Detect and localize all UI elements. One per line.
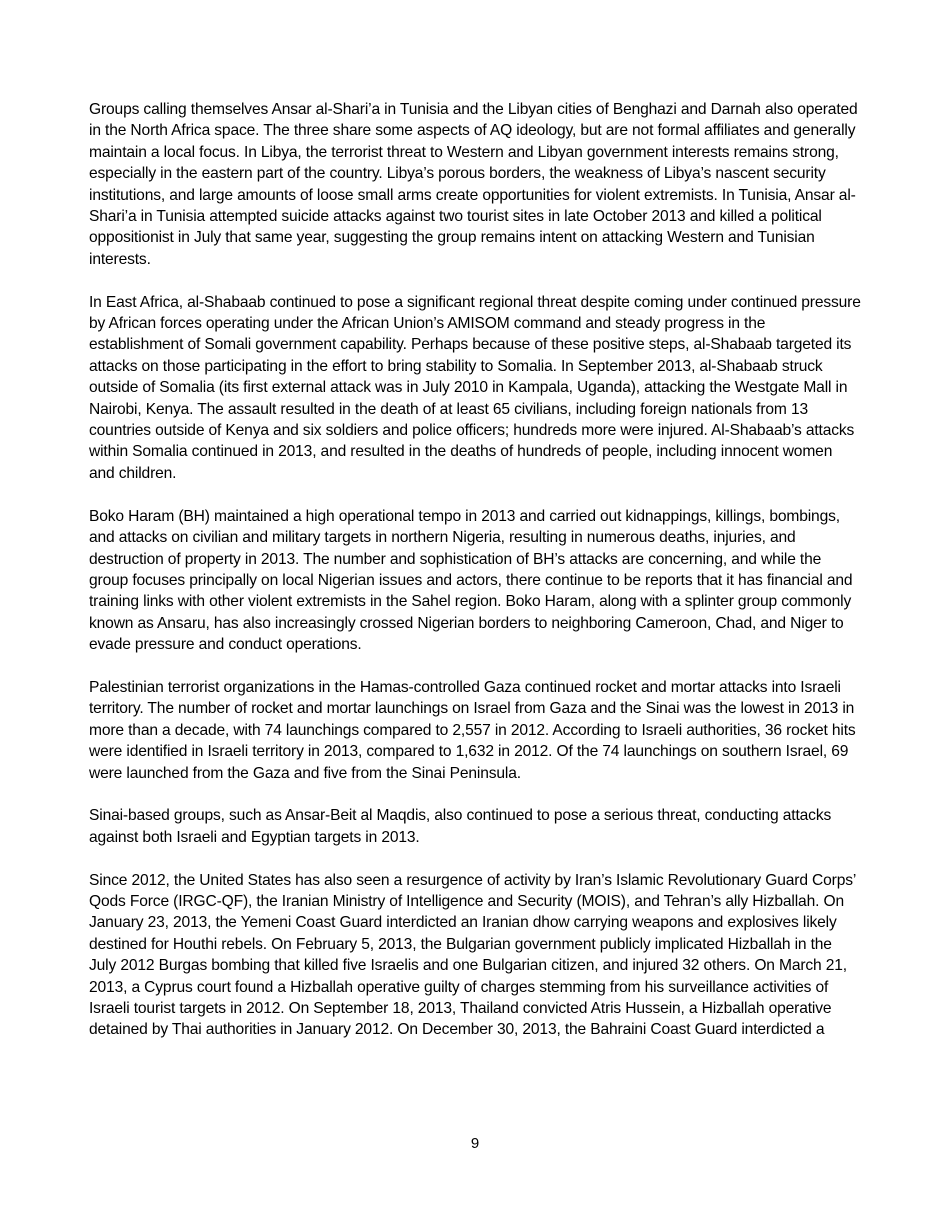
paragraph-al-shabaab: In East Africa, al-Shabaab continued to pose a significant regional threat despite coming under continued pressure by African forces operating under the African Union’s AMISOM command and steady progress in the establishment of Somali government capability. Perhaps because of these positive steps, al-Shabaab targeted its attacks on those participating in the effort to bring stability to Somalia. In September 2013, al-Shabaab struck outside of Somalia (its first external attack was in July 2010 in Kampala, Uganda), attacking the Westgate Mall in Nairobi, Kenya. The assault resulted in the death of at least 65 civilians, including foreign nationals from 13 countries outside of Kenya and six soldiers and police officers; hundreds more were injured. Al-Shabaab’s attacks within Somalia continued in 2013, and resulted in the deaths of hundreds of people, including innocent women and children. (89, 293, 861, 482)
paragraph-sinai-groups: Sinai-based groups, such as Ansar-Beit al Maqdis, also continued to pose a serious threat, conducting attacks against both Israeli and Egyptian targets in 2013. (89, 807, 832, 846)
document-body (89, 99, 861, 1062)
paragraph-boko-haram: Boko Haram (BH) maintained a high operational tempo in 2013 and carried out kidnappings, killings, bombings, and attacks on civilian and military targets in northern Nigeria, resulting in numerous deaths, injuries, and destruction of property in 2013. The number and sophistication of BH’s attacks are concerning, and while the group focuses principally on local Nigerian issues and actors, there continue to be reports that it has financial and training links with other violent extremists in the Sahel region. Boko Haram, along with a splinter group commonly known as Ansaru, has also increasingly crossed Nigerian borders to neighboring Cameroon, Chad, and Niger to evade pressure and conduct operations. (89, 507, 853, 654)
paragraph-ansar-al-sharia: Groups calling themselves Ansar al-Shari’a in Tunisia and the Libyan cities of Benghazi and Darnah also operated in the North Africa space. The three share some aspects of AQ ideology, but are not formal affiliates and generally maintain a local focus. In Libya, the terrorist threat to Western and Libyan government interests remains strong, especially in the eastern part of the country. Libya’s porous borders, the weakness of Libya’s nascent security institutions, and large amounts of loose small arms create opportunities for violent extremists. In Tunisia, Ansar al-Shari’a in Tunisia attempted suicide attacks against two tourist sites in late October 2013 and killed a political oppositionist in July that same year, suggesting the group remains intent on attacking Western and Tunisian interests. (89, 101, 858, 268)
paragraph-iran-hizballah: Since 2012, the United States has also seen a resurgence of activity by Iran’s Islamic Revolutionary Guard Corps’ Qods Force (IRGC-QF), the Iranian Ministry of Intelligence and Security (MOIS), and Tehran’s ally Hizballah. On January 23, 2013, the Yemeni Coast Guard interdicted an Iranian dhow carrying weapons and explosives likely destined for Houthi rebels. On February 5, 2013, the Bulgarian government publicly implicated Hizballah in the July 2012 Burgas bombing that killed five Israelis and one Bulgarian citizen, and injured 32 others. On March 21, 2013, a Cyprus court found a Hizballah operative guilty of charges stemming from his surveillance activities of Israeli tourist targets in 2012. On September 18, 2013, Thailand convicted Atris Hussein, a Hizballah operative detained by Thai authorities in January 2012. On December 30, 2013, the Bahraini Coast Guard interdicted a (89, 871, 856, 1039)
page-number: 9 (470, 1135, 480, 1152)
paragraph-gaza-rockets: Palestinian terrorist organizations in the Hamas-controlled Gaza continued rocket and mortar attacks into Israeli territory. The number of rocket and mortar launchings on Israel from Gaza and the Sinai was the lowest in 2013 in more than a decade, with 74 launchings compared to 2,557 in 2012. According to Israeli authorities, 36 rocket hits were identified in Israeli territory in 2013, compared to 1,632 in 2012. Of the 74 launchings on southern Israel, 69 were launched from the Gaza and five from the Sinai Peninsula. (89, 678, 856, 782)
